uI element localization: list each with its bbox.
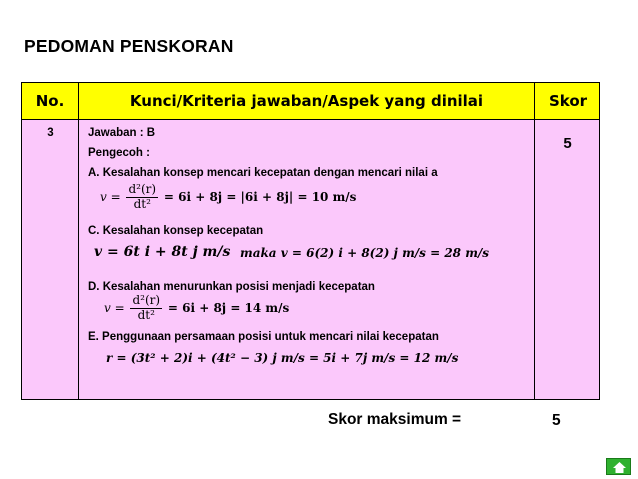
max-score-value: 5 <box>552 412 561 429</box>
column-divider <box>534 83 535 399</box>
home-nav-button[interactable] <box>606 458 631 475</box>
distractor-a: A. Kesalahan konsep mencari kecepatan dengan mencari nilai a <box>88 167 438 179</box>
header-criteria: Kunci/Kriteria jawaban/Aspek yang dinilai <box>129 92 484 110</box>
fraction-denominator: dt² <box>137 307 155 322</box>
equation-d-rhs: = 6i + 8j = 14 m/s <box>167 300 290 315</box>
header-score: Skor <box>548 92 588 110</box>
equation-e <box>106 351 458 365</box>
fraction-numerator: d²(r) <box>128 182 157 196</box>
equation-a <box>100 183 356 212</box>
equation-c-left <box>94 244 230 260</box>
derivative-fraction <box>130 294 162 323</box>
max-score-label: Skor maksimum = <box>328 411 462 428</box>
distractor-d: D. Kesalahan menurunkan posisi menjadi kecepatan <box>88 281 375 293</box>
equation-e-text: r = (3t² + 2)i + (4t² − 3) j m/s = 5i + 7j m/s = 12 m/s <box>106 351 459 365</box>
row-score: 5 <box>563 135 572 152</box>
equation-c-left-text: v = 6t i + 8t j m/s <box>94 244 231 260</box>
row-number: 3 <box>47 127 54 139</box>
equation-c-right <box>240 246 489 260</box>
equation-v-label: v = <box>104 300 125 315</box>
header-no: No. <box>35 92 65 110</box>
home-nav-icon <box>607 459 632 476</box>
equation-d <box>104 294 289 323</box>
distractor-heading: Pengecoh : <box>88 147 150 159</box>
equation-v-label: v = <box>100 189 121 204</box>
scoring-table <box>21 82 600 400</box>
distractor-e: E. Penggunaan persamaan posisi untuk mencari nilai kecepatan <box>88 331 439 343</box>
equation-a-rhs: = 6i + 8j = |6i + 8j| = 10 m/s <box>163 189 357 204</box>
answer-line: Jawaban : B <box>88 127 156 139</box>
fraction-numerator: d²(r) <box>132 293 161 307</box>
equation-c-right-text: maka v = 6(2) i + 8(2) j m/s = 28 m/s <box>240 246 490 260</box>
distractor-c: C. Kesalahan konsep kecepatan <box>88 225 264 237</box>
page-title: PEDOMAN PENSKORAN <box>24 36 234 56</box>
derivative-fraction <box>126 183 158 212</box>
fraction-denominator: dt² <box>133 196 151 211</box>
